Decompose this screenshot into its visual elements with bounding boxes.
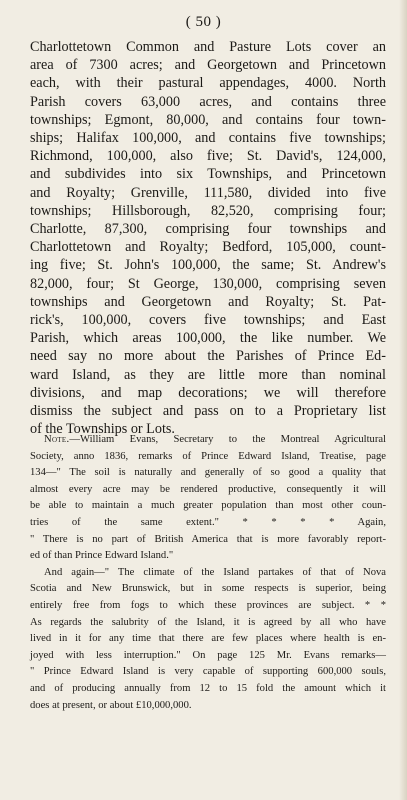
note-line: " There is no part of British America that is more favorably report- [30,533,386,545]
text-line: and Royalty; Grenville, 111,580, divided into five [30,184,386,201]
note-line: entirely free from fogs to which these provinces are subject. * * [30,599,386,611]
text-line: townships; Egmont, 80,000, and contains four town- [30,111,386,128]
text-line: ward Island, as they are little more than nominal [30,366,386,383]
text-line: townships; Hillsborough, 82,520, comprising four; [30,202,386,219]
note-first-line-text: —William Evans, Secretary to the Montreal Agricultural [69,434,386,445]
note-line: does at present, or about £10,000,000. [30,699,192,711]
text-line: 82,000, four; St George, 130,000, comprising seven [30,275,386,292]
text-line: Charlottetown Common and Pasture Lots cover an [30,39,386,55]
text-line: Richmond, 100,000, also five; St. David's, 124,000, [30,148,386,165]
note-line: 134—" The soil is naturally and generally of so good a quality that [30,467,386,479]
note-line: And again—" The climate of the Island partakes of that of Nova [44,566,386,578]
note-line: joyed with less interruption." On page 125 Mr. Evans remarks— [30,649,386,661]
text-line: area of 7300 acres; and Georgetown and Princetown [30,57,386,74]
text-line: and subdivides into six Townships, and Princetown [30,166,386,183]
page-number: ( 50 ) [185,14,222,30]
note-line: be able to maintain a much greater population than most other coun- [30,500,386,512]
note-line: tries of the same extent." * * * * Again, [30,516,386,528]
text-line: rick's, 100,000, covers five townships; and East [30,312,386,329]
text-line: ships; Halifax 100,000, and contains five townships; [30,130,386,147]
note-label: Note. [44,434,70,445]
note-paragraph-1 [30,449,386,565]
note-line: Scotia and New Brunswick, but in some respects is superior, being [30,583,386,595]
note-line: almost every acre may be rendered productive, consequently it will [30,483,386,495]
text-line: Charlottetown and Royalty; Bedford, 105,000, count- [30,239,386,256]
text-line: divisions, and map decorations; we will therefore [30,384,386,401]
text-line: Parish covers 63,000 acres, and contains three [30,93,386,110]
note-line: and of producing annually from 12 to 15 fold the amount which it [30,682,386,694]
text-line: ing five; St. John's 100,000, the same; St. Andrew's [30,257,386,274]
text-line: each, with their pastural appendages, 4000. North [30,75,386,92]
body-paragraph [30,38,386,438]
text-line: Charlotte, 87,300, comprising four townships and [30,221,386,238]
text-line: dismiss the subject and pass on to a Proprietary list [30,403,386,420]
note-paragraph-2 [30,565,386,714]
text-line: Parish, which areas 100,000, the like number. We [30,330,386,347]
text-line: of the Townships or Lots. [30,421,175,438]
note-line: Society, anno 1836, remarks of Prince Edward Island, Treatise, page [30,450,386,462]
note-line: lived in it for any time that there are few places where health is en- [30,633,386,645]
note-first-line [30,432,386,449]
note-line: " Prince Edward Island is very capable of supporting 600,000 souls, [30,666,386,678]
text-line: need say no more about the Parishes of Prince Ed- [30,348,386,365]
text-line: townships and Georgetown and Royalty; St. Pat- [30,293,386,310]
footnote [30,432,386,714]
note-line: As regards the salubrity of the Island, it is agreed by all who have [30,616,386,628]
page-edge-shadow [399,0,407,800]
note-line: ed of than Prince Edward Island." [30,550,174,562]
